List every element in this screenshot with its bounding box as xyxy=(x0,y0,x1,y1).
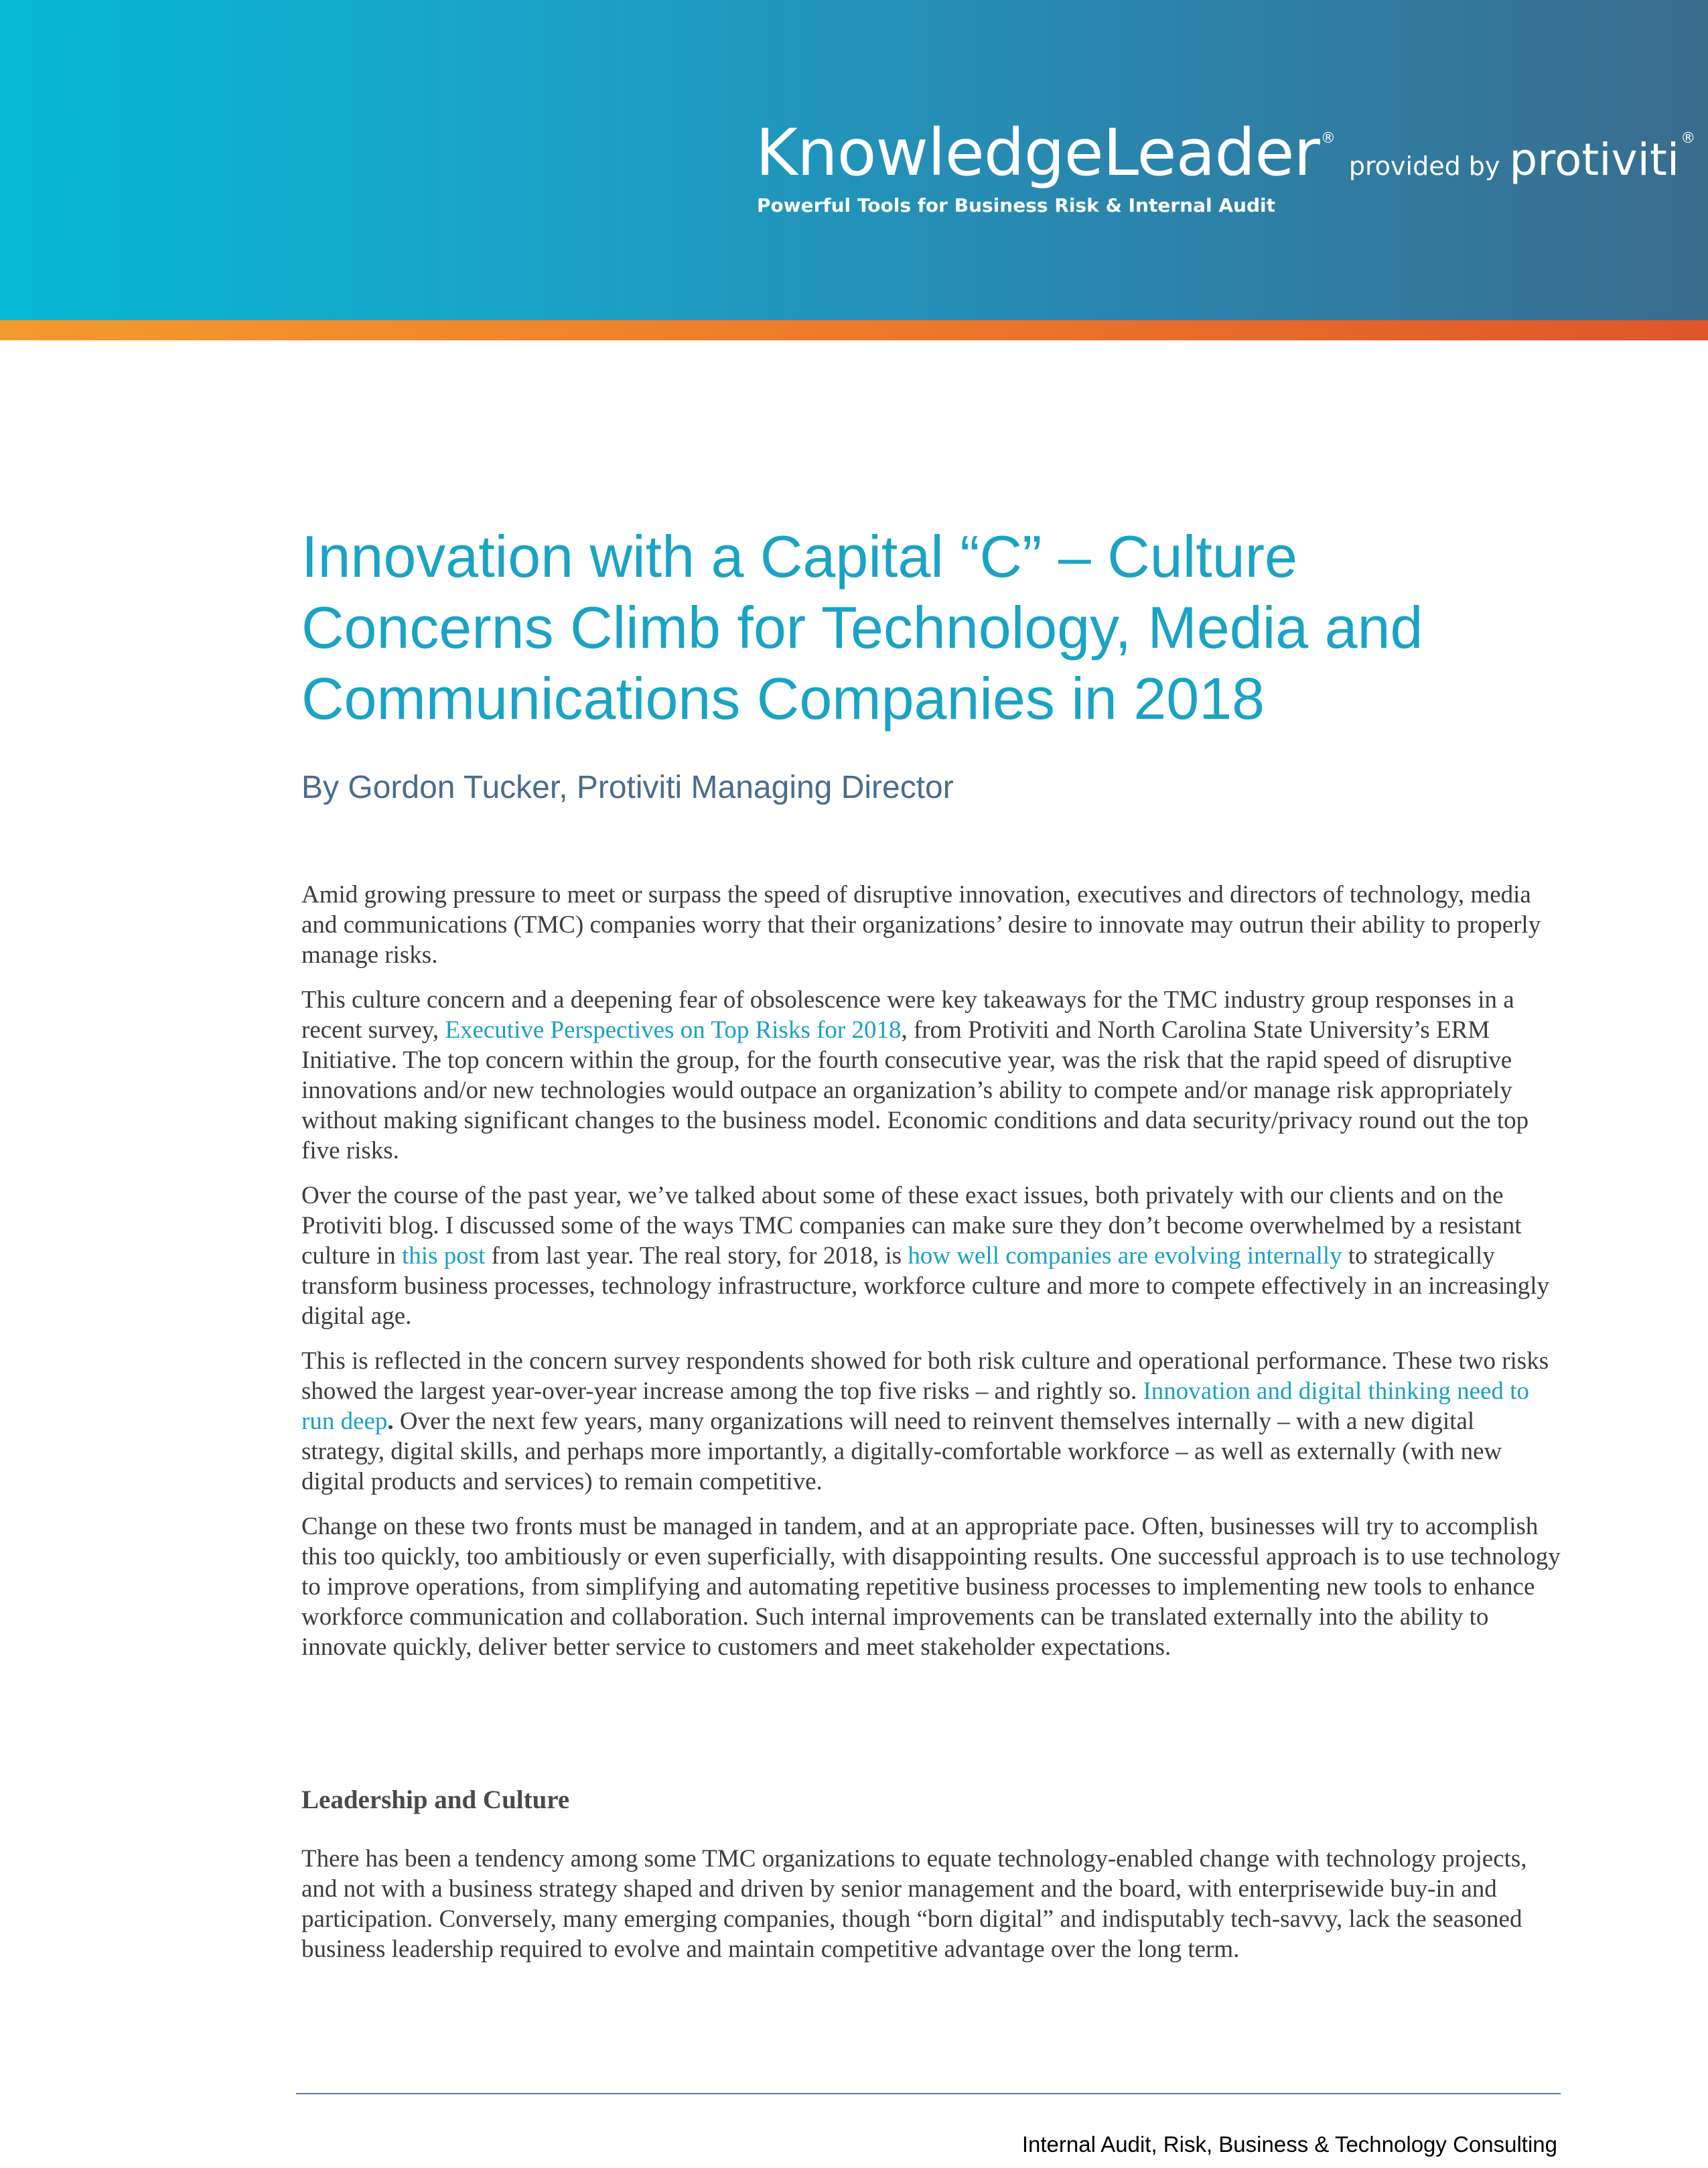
article-body xyxy=(301,880,1561,1677)
paragraph-leadership: There has been a tendency among some TMC organizations to equate technology-enabled change with technology projects, and not with a business strategy shaped and driven by senior management and the board, with enterprisewide buy-in and participation. Conversely, many emerging companies, though “born digital” and indisputably tech-savvy, lack the seasoned business leadership required to evolve and maintain competitive advantage over the long term. xyxy=(301,1845,1527,1963)
link-this-post[interactable]: this post xyxy=(402,1242,486,1270)
title-line: Innovation with a Capital “C” – Culture xyxy=(301,523,1297,590)
link-executive-perspectives[interactable]: Executive Perspectives on Top Risks for 2018 xyxy=(445,1016,902,1044)
paragraph-change: Change on these two fronts must be managed in tandem, and at an appropriate pace. Often, businesses will try to accomplish this too quickly, too ambitiously or even superficially, with disappointing results. One successful approach is to use technology to improve operations, from simplifying and automating repetitive business processes to implementing new tools to enhance workforce communication and collaboration. Such internal improvements can be translated externally into the ability to innovate quickly, deliver better service to customers and meet stakeholder expectations. xyxy=(301,1513,1561,1661)
text-run: This culture concern and a deepening fear of obsolescence were key takeaways for the TMC industry group responses in a recent survey, xyxy=(301,986,1514,1044)
text-run: , from Protiviti and North Carolina State University’s ERM Initiative. The top concern within the group, for the fourth consecutive year, was the risk that the rapid speed of disruptive innovations and/or new technologies would outpace an organization’s ability to compete and/or manage risk appropriately without making significant changes to the business model. Economic conditions and data security/privacy round out the top five risks. xyxy=(301,1016,1529,1164)
text-run: from last year. The real story, for 2018, is xyxy=(485,1242,908,1270)
link-how-well-companies[interactable]: how well companies are evolving internally xyxy=(908,1242,1342,1270)
page-title xyxy=(301,521,1587,734)
link-innovation-digital-thinking[interactable]: Innovation and digital thinking need to run deep xyxy=(301,1377,1529,1435)
author-byline: By Gordon Tucker, Protiviti Managing Director xyxy=(301,770,954,805)
footer-divider xyxy=(296,2093,1561,2094)
footer-text: Internal Audit, Risk, Business & Technology Consulting xyxy=(1021,2132,1557,2157)
paragraph-intro: Amid growing pressure to meet or surpass the speed of disruptive innovation, executives and directors of technology, media and communications (TMC) companies worry that their organizations’ desire to innovate may outrun their ability to properly manage risks. xyxy=(301,881,1541,969)
paragraph-survey xyxy=(301,985,1561,1166)
text-run: This is reflected in the concern survey respondents showed for both risk culture and operational performance. These two risks showed the largest year-over-year increase among the top five risks – and rightly so. xyxy=(301,1347,1549,1405)
brand-name: KnowledgeLeader xyxy=(756,115,1320,190)
header-accent-stripe xyxy=(0,320,1708,340)
protiviti-registered-mark: ® xyxy=(1681,130,1696,147)
text-run: to strategically transform business processes, technology infrastructure, workforce culture and more to compete effectively in an increasingly digital age. xyxy=(301,1242,1550,1330)
title-line: Concerns Climb for Technology, Media and xyxy=(301,594,1423,661)
provided-by-label: provided by xyxy=(1348,151,1500,181)
text-run: . xyxy=(387,1408,394,1435)
section-leadership xyxy=(301,1785,1561,1815)
paragraph-blog xyxy=(301,1180,1561,1331)
brand-tagline: Powerful Tools for Business Risk & Internal Audit xyxy=(757,194,1275,216)
section-leadership-body xyxy=(301,1844,1561,1979)
text-run: Over the next few years, many organizations will need to reinvent themselves internally – with a new digital strategy, digital skills, and perhaps more importantly, a digitally-comfortable workforce – as well as externally (with new digital products and services) to remain competitive. xyxy=(301,1408,1502,1495)
registered-mark: ® xyxy=(1320,130,1336,147)
paragraph-risk-culture xyxy=(301,1346,1561,1497)
text-run: Over the course of the past year, we’ve talked about some of these exact issues, both privately with our clients and on the Protiviti blog. I discussed some of the ways TMC companies can make sure they don’t become overwhelmed by a resistant culture in xyxy=(301,1182,1522,1270)
protiviti-wordmark: protiviti xyxy=(1509,134,1680,186)
title-line: Communications Companies in 2018 xyxy=(301,665,1265,732)
section-heading: Leadership and Culture xyxy=(301,1785,570,1814)
knowledgeleader-logo xyxy=(756,115,1695,190)
